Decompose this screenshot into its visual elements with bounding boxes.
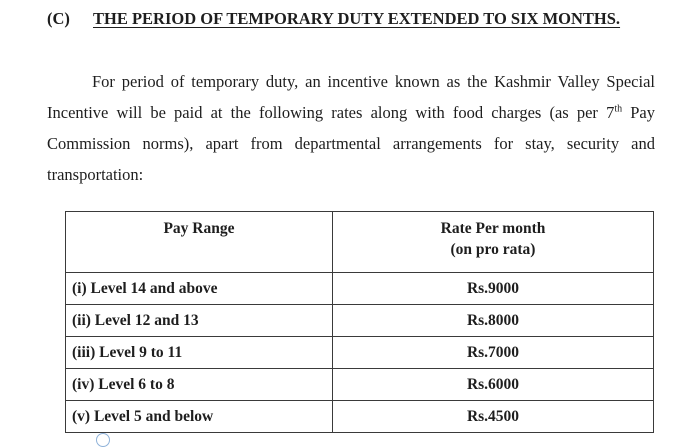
ordinal-suffix: th [614,103,623,115]
paragraph-line-3: Commission norms), apart from departmental arrangements for stay, security and [47,134,655,153]
pay-range-cell: (iv) Level 6 to 8 [66,369,333,401]
header-pay-range [66,212,333,273]
incentive-rates-table [65,211,654,433]
table-row [66,337,654,369]
section-marker: (C) [47,9,70,28]
pay-range-cell: (ii) Level 12 and 13 [66,305,333,337]
paragraph-line-1: For period of temporary duty, an incentive known as the Kashmir Valley Special [92,72,655,91]
pay-range-cell: (iii) Level 9 to 11 [66,337,333,369]
rate-cell: Rs.9000 [333,273,654,305]
table-row [66,369,654,401]
scan-annotation-mark [96,433,110,447]
table-header-row [66,212,654,273]
header-rate-line-2: (on pro rata) [450,241,536,258]
paragraph-line-2-text: Incentive will be paid at the following rates along with food charges (as per 7 [47,103,615,122]
rate-cell: Rs.6000 [333,369,654,401]
paragraph-line-2-end: Pay [622,103,656,122]
rate-cell: Rs.4500 [333,401,654,433]
incentive-paragraph [47,66,655,190]
header-rate [333,212,654,273]
pay-range-cell: (v) Level 5 and below [66,401,333,433]
header-pay-range-label: Pay Range [163,220,235,237]
section-heading [47,9,620,29]
rate-cell: Rs.8000 [333,305,654,337]
paragraph-line-2 [47,97,655,128]
pay-range-cell: (i) Level 14 and above [66,273,333,305]
table-row [66,401,654,433]
header-rate-line-1: Rate Per month [440,220,546,237]
table-row [66,305,654,337]
paragraph-line-4: transportation: [47,165,144,184]
table-row [66,273,654,305]
section-title: THE PERIOD OF TEMPORARY DUTY EXTENDED TO SIX MONTHS. [93,9,621,28]
rate-cell: Rs.7000 [333,337,654,369]
